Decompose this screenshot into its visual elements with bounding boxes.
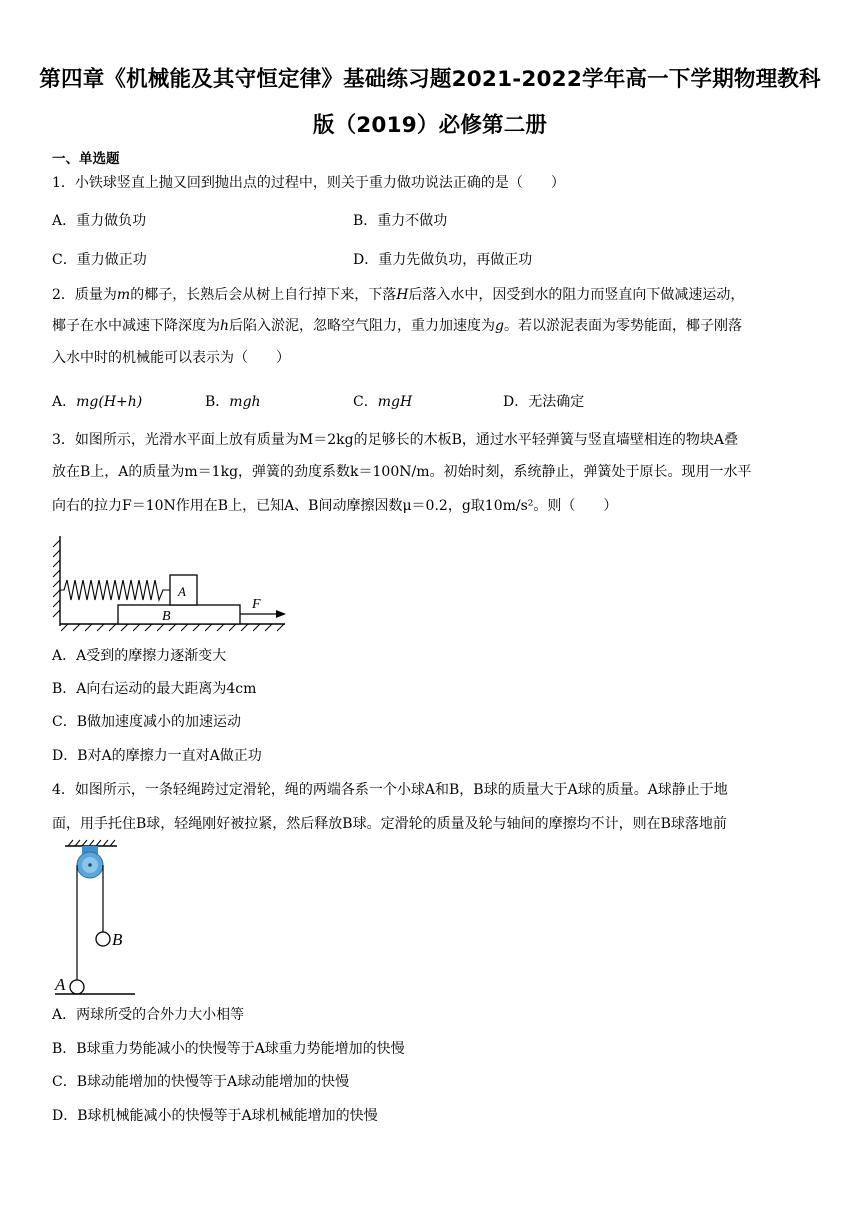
q1-option-d: D．重力先做负功，再做正功 (353, 252, 533, 268)
q2-stem-line-2: 椰子在水中减速下降深度为h后陷入淤泥，忽略空气阻力，重力加速度为g。若以淤泥表面为零势能面，椰子刚落 (52, 318, 742, 334)
ground-hatching (61, 624, 284, 631)
q1-stem: 1．小铁球竖直上抛又回到抛出点的过程中，则关于重力做功说法正确的是（ ） (52, 175, 565, 191)
q3-stem-line-3: 向右的拉力F＝10N作用在B上，已知A、B间动摩擦因数μ＝0.2，g取10m/s²。则（ ） (52, 498, 618, 514)
q4-stem-line-1: 4．如图所示，一条轻绳跨过定滑轮，绳的两端各系一个小球A和B，B球的质量大于A球的质量。A球静止于地 (52, 782, 728, 798)
label-ball-a: A (55, 975, 66, 994)
label-f: F (252, 597, 261, 612)
q3-stem-line-1: 3．如图所示，光滑水平面上放有质量为M＝2kg的足够长的木板B，通过水平轻弹簧与竖直墙壁相连的物块A叠 (52, 432, 738, 448)
q4-option-b: B．B球重力势能减小的快慢等于A球重力势能增加的快慢 (52, 1041, 405, 1057)
q2-option-c: C．mgH (353, 394, 413, 410)
q2-option-d: D．无法确定 (503, 394, 585, 410)
q1-option-c: C．重力做正功 (52, 252, 147, 268)
q2-stem-line-1: 2．质量为m的椰子，长熟后会从树上自行掉下来，下落H后落入水中，因受到水的阻力而竖直向下做减速运动， (52, 287, 745, 303)
q1-option-a: A．重力做负功 (52, 213, 147, 229)
force-arrowhead (276, 610, 286, 618)
q3-option-b: B．A向右运动的最大距离为4cm (52, 681, 257, 697)
ball-b (96, 932, 110, 946)
q4-stem-line-2: 面，用手托住B球，轻绳刚好被拉紧，然后释放B球。定滑轮的质量及轮与轴间的摩擦均不计，则在B球落地前 (52, 816, 727, 832)
q3-option-a: A．A受到的摩擦力逐渐变大 (52, 648, 227, 664)
q2-option-a: A．mg(H+h) (52, 394, 143, 410)
q4-option-a: A．两球所受的合外力大小相等 (52, 1007, 245, 1023)
board-b (118, 605, 240, 624)
spring (60, 580, 170, 600)
q2-option-b: B．mgh (205, 394, 261, 410)
ball-a (70, 980, 84, 994)
ceiling-hatching (68, 840, 115, 846)
label-a: A (178, 584, 186, 599)
q4-option-d: D．B球机械能减小的快慢等于A球机械能增加的快慢 (52, 1108, 378, 1124)
title-line-1: 第四章《机械能及其守恒定律》基础练习题2021-2022学年高一下学期物理教科 (39, 67, 821, 92)
q4-pulley-figure (55, 840, 145, 1000)
section-heading: 一、单选题 (52, 151, 120, 167)
q2-stem-line-3: 入水中时的机械能可以表示为（ ） (52, 350, 290, 366)
q3-stem-line-2: 放在B上，A的质量为m＝1kg，弹簧的劲度系数k＝100N/m。初始时刻，系统静止，弹簧处于原长。现用一水平 (52, 464, 752, 480)
title-line-2: 版（2019）必修第二册 (312, 113, 548, 138)
q3-option-d: D．B对A的摩擦力一直对A做正功 (52, 748, 262, 764)
label-b: B (162, 609, 171, 624)
q1-option-b: B．重力不做功 (353, 213, 448, 229)
q4-option-c: C．B球动能增加的快慢等于A球动能增加的快慢 (52, 1074, 350, 1090)
pulley-axle (88, 863, 92, 867)
q3-option-c: C．B做加速度减小的加速运动 (52, 714, 241, 730)
wall-hatching (53, 540, 60, 617)
label-ball-b: B (112, 930, 123, 949)
q3-spring-block-figure (50, 530, 290, 630)
